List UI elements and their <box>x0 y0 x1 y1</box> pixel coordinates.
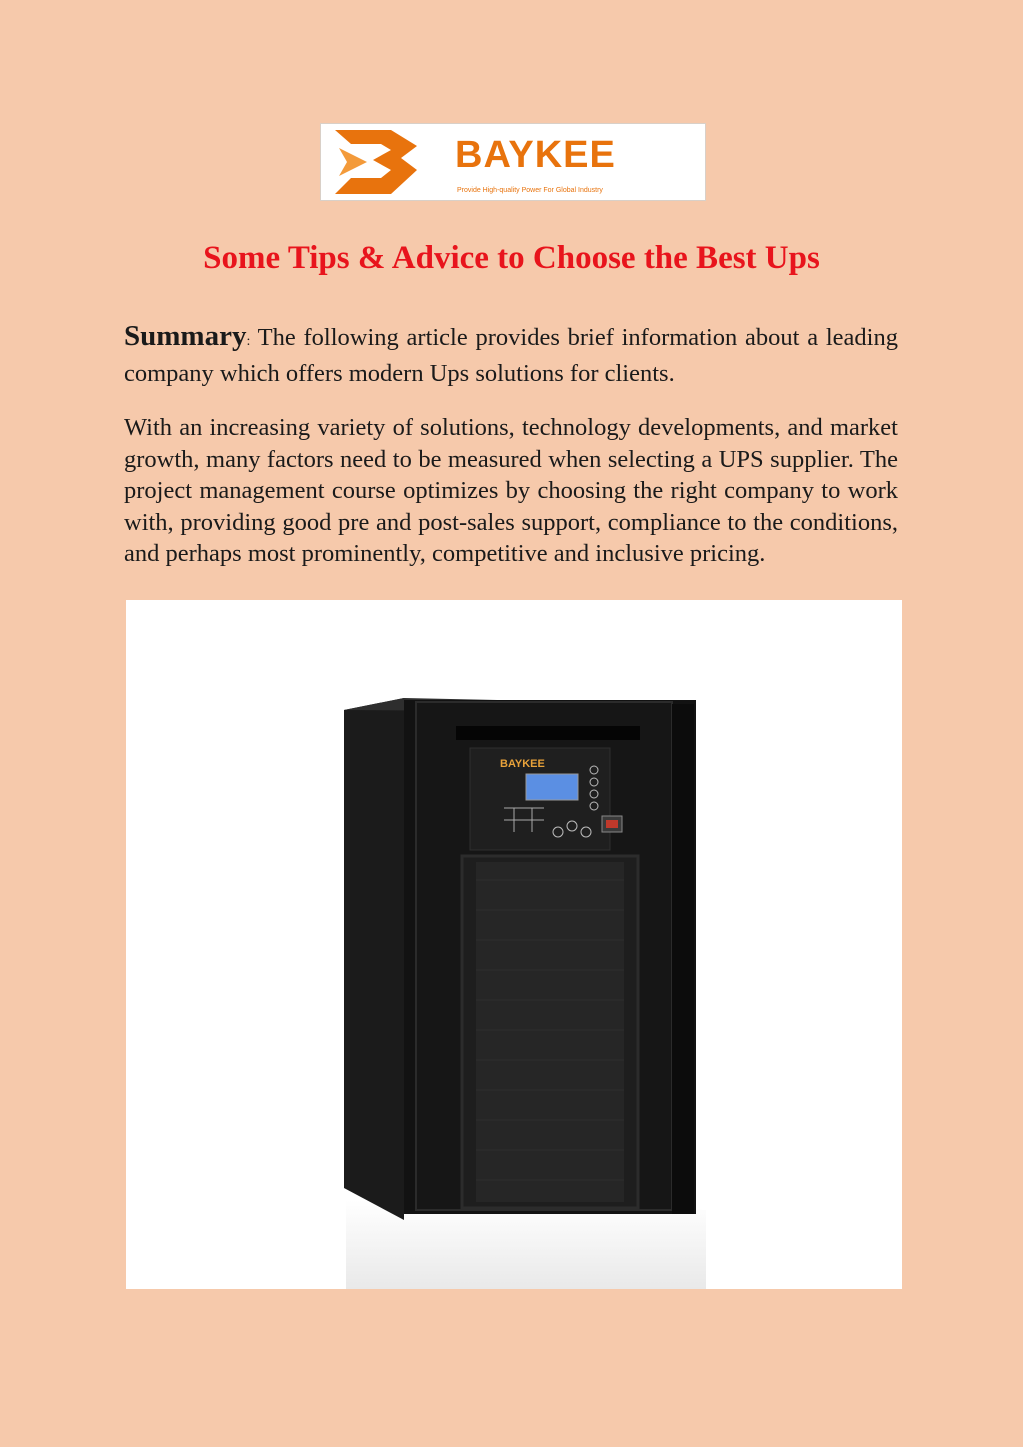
logo-tagline: Provide High-quality Power For Global Industry <box>457 187 603 194</box>
summary-colon: : <box>246 334 251 349</box>
company-logo <box>320 123 706 201</box>
logo-mark-icon <box>321 124 451 200</box>
summary-label: Summary <box>124 320 247 352</box>
article-title: Some Tips & Advice to Choose the Best Ups <box>203 240 820 276</box>
ups-lcd-screen <box>526 774 578 800</box>
ups-product-photo <box>126 600 902 1289</box>
summary-paragraph <box>124 321 898 389</box>
summary-text: The following article provides brief information about a leading company which offers modern Ups solutions for clients. <box>124 324 898 387</box>
ups-panel-brand-label: BAYKEE <box>500 758 545 770</box>
logo-wordmark: BAYKEE <box>455 134 616 176</box>
body-paragraph: With an increasing variety of solutions, technology developments, and market growth, many factors need to be measured when selecting a UPS supplier. The project management course optimizes by choosing the right company to work with, providing good pre and post-sales support, compliance to the conditions, and perhaps most prominently, competitive and inclusive pricing. <box>124 414 898 568</box>
